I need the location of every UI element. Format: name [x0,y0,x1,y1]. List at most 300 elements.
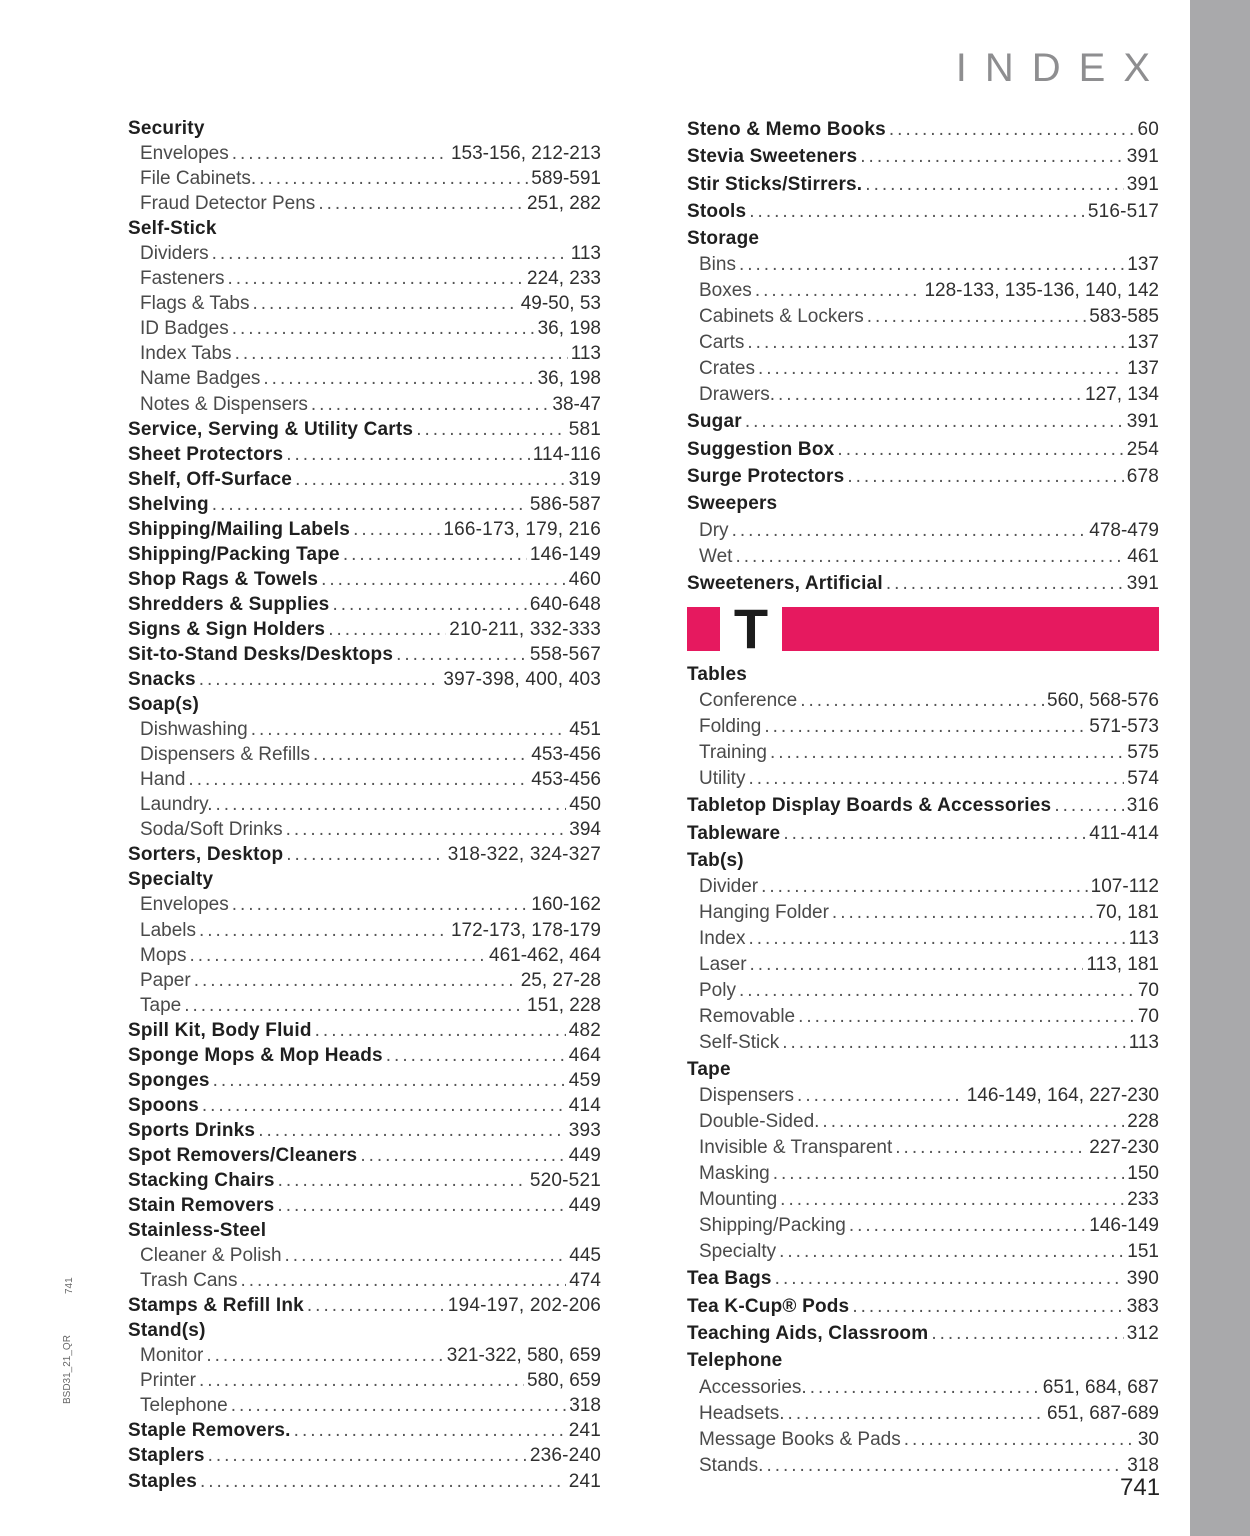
index-subentry [128,1343,601,1368]
entry-label: Laundry. [140,794,213,816]
entry-label: Soap(s) [128,694,200,716]
entry-label: Folding [699,716,762,738]
banner-accent-block [687,607,720,651]
entry-label: Envelopes [140,143,229,165]
index-subentry [687,1213,1159,1239]
dot-leader [788,1401,1044,1427]
dot-leader [184,993,524,1018]
index-subentry [128,366,601,391]
entry-label: Notes & Dispensers [140,393,308,415]
index-entry [687,198,1159,225]
entry-pages: 391 [1126,572,1159,594]
dot-leader [832,900,1093,926]
entry-pages: 166-173, 179, 216 [443,518,601,540]
entry-label: Tableware [687,822,781,844]
side-tab-strip [1190,0,1250,1536]
dot-leader [748,766,1124,792]
dot-leader [189,943,486,968]
entry-pages: 453-456 [531,769,601,791]
entry-label: Sorters, Desktop [128,844,284,866]
index-subentry [687,1083,1159,1109]
index-entry [128,417,601,442]
entry-label: Telephone [687,1350,783,1372]
dot-leader [278,1168,527,1193]
entry-pages: 151 [1127,1241,1159,1263]
entry-label: Spoons [128,1094,199,1116]
index-subentry [128,892,601,917]
index-entry [128,492,601,517]
entry-label: Stacking Chairs [128,1169,275,1191]
index-subentry [128,792,601,817]
entry-label: Carts [699,332,745,354]
entry-label: Crates [699,358,755,380]
entry-label: Mops [140,944,187,966]
entry-pages: 128-133, 135-136, 140, 142 [924,280,1159,302]
index-entry [687,570,1159,597]
entry-pages: 254 [1126,438,1159,460]
entry-pages: 312 [1126,1323,1159,1345]
index-entry [128,1018,601,1043]
entry-pages: 558-567 [529,643,601,665]
entry-label: Security [128,118,205,139]
entry-label: Mounting [699,1189,778,1211]
index-entry [128,1418,601,1443]
entry-pages: 651, 684, 687 [1042,1376,1159,1398]
entry-pages: 107-112 [1090,876,1159,898]
entry-label: Dividers [140,243,209,265]
index-entry [128,1469,601,1494]
entry-pages: 445 [569,1245,601,1267]
entry-label: Shredders & Supplies [128,593,330,615]
entry-label: Shipping/Packing [699,1215,846,1237]
entry-pages: 575 [1127,742,1159,764]
entry-label: Utility [699,768,746,790]
index-subentry [687,278,1159,304]
entry-pages: 318-322, 324-327 [447,844,601,866]
entry-pages: 474 [569,1270,601,1292]
entry-pages: 113 [1128,928,1159,950]
index-subentry [128,943,601,968]
entry-label: Index Tabs [140,343,232,365]
dot-leader [251,717,567,742]
entry-pages: 316 [1126,795,1159,817]
index-entry [128,617,601,642]
index-subentry [687,382,1159,408]
index-subentry [687,1401,1159,1427]
entry-label: Dispensers [699,1085,795,1107]
index-subentry [128,291,601,316]
dot-leader [213,1068,566,1093]
entry-label: Storage [687,228,760,250]
entry-label: Message Books & Pads [699,1428,901,1450]
dot-leader [852,1293,1123,1320]
section-banner-t [687,596,1159,660]
entry-pages: 580, 659 [527,1370,601,1392]
index-group-s-continued [687,116,1159,597]
entry-label: Wet [699,545,733,567]
dot-leader [735,544,1124,570]
dot-leader [206,1343,443,1368]
index-entry [687,792,1159,819]
index-entry [128,542,601,567]
dot-leader [277,1193,565,1218]
entry-pages: 30 [1137,1428,1159,1450]
index-entry [687,1056,1159,1083]
index-subentry [128,918,601,943]
dot-leader [822,1109,1124,1135]
index-subentry [128,767,601,792]
page-title: INDEX [955,46,1168,90]
dot-leader [199,918,448,943]
entry-label: File Cabinets. [140,168,257,190]
entry-label: Stools [687,200,747,222]
entry-pages: 651, 687-689 [1047,1402,1159,1424]
entry-pages: 70, 181 [1095,902,1159,924]
index-entry [128,1318,601,1343]
entry-label: Stain Removers [128,1195,275,1217]
entry-pages: 482 [568,1019,601,1041]
entry-label: Tea K-Cup® Pods [687,1295,850,1317]
entry-label: Stamps & Refill Ink [128,1295,304,1317]
entry-label: Labels [140,919,196,941]
dot-leader [739,252,1124,278]
entry-pages: 25, 27-28 [520,969,601,991]
entry-label: Envelopes [140,894,229,916]
entry-label: Trash Cans [140,1270,238,1292]
entry-label: Hanging Folder [699,902,829,924]
entry-label: Stands. [699,1454,764,1476]
index-entry [128,216,601,241]
entry-pages: 589-591 [531,168,601,190]
index-subentry [687,714,1159,740]
index-subentry [128,266,601,291]
entry-label: Accessories. [699,1376,807,1398]
index-subentry [687,1109,1159,1135]
dot-leader [739,978,1135,1004]
dot-leader [749,198,1085,225]
dot-leader [783,820,1086,847]
entry-label: Tables [687,663,747,685]
index-subentry [687,900,1159,926]
dot-leader [200,1469,566,1494]
index-subentry [687,926,1159,952]
section-letter: T [733,596,769,660]
index-subentry [128,1393,601,1418]
entry-label: Tape [140,994,182,1016]
index-subentry [687,1161,1159,1187]
dot-leader [258,1118,566,1143]
entry-pages: 581 [568,418,601,440]
index-subentry [128,341,601,366]
entry-label: Surge Protectors [687,466,845,488]
index-entry [128,692,601,717]
entry-pages: 38-47 [552,393,601,415]
entry-label: Service, Serving & Utility Carts [128,418,414,440]
dot-leader [758,356,1124,382]
index-entry [687,820,1159,847]
entry-pages: 391 [1126,411,1159,433]
dot-leader [241,1268,567,1293]
dot-leader [773,1161,1125,1187]
entry-pages: 414 [568,1094,601,1116]
index-entry [687,661,1159,688]
entry-pages: 678 [1126,466,1159,488]
entry-label: Conference [699,690,798,712]
entry-pages: 571-573 [1089,716,1159,738]
index-subentry [687,874,1159,900]
index-subentry [687,544,1159,570]
dot-leader [286,817,567,842]
entry-label: Removable [699,1006,796,1028]
dot-leader [837,436,1123,463]
index-subentry [128,968,601,993]
index-entry [687,1320,1159,1347]
index-subentry [687,252,1159,278]
index-entry [687,116,1159,143]
dot-leader [208,1443,527,1468]
index-entry [687,1293,1159,1320]
dot-leader [295,467,566,492]
index-entry [128,517,601,542]
entry-label: Paper [140,969,191,991]
entry-label: Cleaner & Polish [140,1245,282,1267]
dot-leader [779,1239,1124,1265]
entry-label: Double-Sided. [699,1111,820,1133]
index-entry [687,463,1159,490]
dot-leader [212,241,568,266]
index-subentry [128,817,601,842]
dot-leader [328,617,446,642]
entry-pages: 127, 134 [1085,384,1159,406]
entry-pages: 319 [568,468,601,490]
index-subentry [687,740,1159,766]
index-entry [128,667,601,692]
entry-label: Bins [699,254,736,276]
entry-pages: 640-648 [529,593,601,615]
entry-pages: 411-414 [1089,822,1159,844]
entry-label: Printer [140,1370,196,1392]
index-column-right [687,116,1159,1479]
entry-label: Stand(s) [128,1320,206,1342]
index-subentry [687,518,1159,544]
dot-leader [782,1030,1125,1056]
entry-label: Boxes [699,280,752,302]
entry-label: Cabinets & Lockers [699,306,864,328]
entry-label: Teaching Aids, Classroom [687,1323,929,1345]
dot-leader [849,1213,1086,1239]
dot-leader [889,116,1135,143]
index-subentry [128,993,601,1018]
index-subentry [687,978,1159,1004]
entry-label: Name Badges [140,368,261,390]
dot-leader [745,408,1124,435]
entry-pages: 113 [570,343,601,365]
entry-pages: 451 [569,719,601,741]
dot-leader [755,278,922,304]
index-subentry [687,1427,1159,1453]
entry-pages: 36, 198 [537,368,601,390]
dot-leader [865,171,1123,198]
index-entry [128,1218,601,1243]
dot-leader [867,304,1087,330]
index-entry [128,1193,601,1218]
dot-leader [216,792,567,817]
entry-label: Specialty [128,869,214,891]
entry-label: Sit-to-Stand Desks/Desktops [128,643,394,665]
entry-pages: 151, 228 [527,994,601,1016]
index-entry [128,1443,601,1468]
entry-pages: 146-149 [1089,1215,1159,1237]
entry-label: Sugar [687,411,742,433]
dot-leader [860,143,1123,170]
dot-leader [748,926,1125,952]
dot-leader [321,567,566,592]
entry-pages: 520-521 [529,1169,601,1191]
entry-pages: 153-156, 212-213 [450,143,601,165]
entry-label: Shelving [128,493,209,515]
entry-label: Sports Drinks [128,1119,256,1141]
entry-pages: 114-116 [532,443,601,465]
banner-accent-bar [782,607,1159,651]
dot-leader [761,874,1088,900]
entry-label: Sponges [128,1069,210,1091]
entry-label: Staplers [128,1445,205,1467]
entry-label: Tape [687,1059,731,1081]
index-entry [128,1068,601,1093]
entry-pages: 224, 233 [527,268,601,290]
dot-leader [231,1393,567,1418]
index-subentry [128,392,601,417]
entry-label: Drawers. [699,384,776,406]
entry-label: Index [699,928,746,950]
index-subentry [128,316,601,341]
entry-pages: 146-149 [529,543,601,565]
entry-pages: 160-162 [531,894,601,916]
index-subentry [687,1135,1159,1161]
index-subentry [128,191,601,216]
entry-label: Poly [699,980,736,1002]
dot-leader [343,542,527,567]
dot-leader [313,742,528,767]
entry-label: Shelf, Off-Surface [128,468,293,490]
dot-leader [800,688,1044,714]
entry-pages: 574 [1127,768,1159,790]
entry-label: Stainless-Steel [128,1220,267,1242]
dot-leader [315,1018,566,1043]
entry-label: Dishwashing [140,719,248,741]
dot-leader [396,642,527,667]
entry-pages: 241 [568,1470,601,1492]
dot-leader [798,1004,1135,1030]
dot-leader [770,740,1124,766]
index-subentry [687,1239,1159,1265]
entry-pages: 113 [1128,1032,1159,1054]
entry-pages: 172-173, 178-179 [450,919,601,941]
index-entry [128,1093,601,1118]
dot-leader [747,330,1124,356]
entry-pages: 583-585 [1089,306,1159,328]
entry-label: Sheet Protectors [128,443,284,465]
index-entry [128,592,601,617]
entry-pages: 464 [568,1044,601,1066]
entry-pages: 150 [1127,1163,1159,1185]
index-entry [128,1118,601,1143]
page-number: 741 [1120,1474,1161,1501]
index-subentry [128,1268,601,1293]
entry-pages: 586-587 [529,493,601,515]
entry-pages: 516-517 [1087,200,1159,222]
entry-label: Stevia Sweeteners [687,146,858,168]
entry-label: Spill Kit, Body Fluid [128,1019,312,1041]
dot-leader [286,842,445,867]
entry-pages: 233 [1127,1189,1159,1211]
entry-pages: 461 [1127,545,1159,567]
dot-leader [931,1320,1123,1347]
entry-pages: 227-230 [1089,1137,1159,1159]
dot-leader [895,1135,1086,1161]
index-entry [128,642,601,667]
entry-label: Self-Stick [128,218,217,240]
index-subentry [687,1375,1159,1401]
index-subentry [128,1368,601,1393]
index-subentry [687,1030,1159,1056]
index-entry [128,842,601,867]
entry-label: Tab(s) [687,849,744,871]
index-entry [687,225,1159,252]
entry-pages: 70 [1137,980,1159,1002]
entry-pages: 397-398, 400, 403 [443,669,601,691]
index-subentry [128,166,601,191]
dot-leader [764,714,1086,740]
entry-pages: 137 [1127,332,1159,354]
dot-leader [294,1418,566,1443]
entry-pages: 318 [569,1395,601,1417]
footer-code: BSD31_21_QR [62,1335,73,1404]
entry-label: Monitor [140,1345,204,1367]
index-subentry [687,1004,1159,1030]
entry-pages: 113, 181 [1086,954,1159,976]
entry-label: Laser [699,954,747,976]
index-subentry [128,241,601,266]
dot-leader [797,1083,964,1109]
entry-pages: 194-197, 202-206 [447,1295,601,1317]
index-entry [128,1293,601,1318]
entry-pages: 383 [1126,1295,1159,1317]
entry-label: Specialty [699,1241,777,1263]
index-entry [128,1043,601,1068]
entry-label: Headsets. [699,1402,785,1424]
index-subentry [128,717,601,742]
dot-leader [307,1293,445,1318]
entry-label: Fasteners [140,268,225,290]
entry-label: Telephone [140,1395,228,1417]
index-entry [687,143,1159,170]
dot-leader [886,570,1124,597]
entry-pages: 394 [569,819,601,841]
entry-label: Steno & Memo Books [687,119,886,140]
index-entry [128,1143,601,1168]
index-entry [128,867,601,892]
entry-pages: 449 [568,1144,601,1166]
entry-pages: 60 [1137,119,1159,140]
dot-leader [263,366,534,391]
dot-leader [332,592,526,617]
entry-label: Shipping/Packing Tape [128,543,340,565]
dot-leader [212,492,527,517]
entry-pages: 318 [1127,1454,1159,1476]
index-subentry [687,688,1159,714]
dot-leader [259,166,528,191]
